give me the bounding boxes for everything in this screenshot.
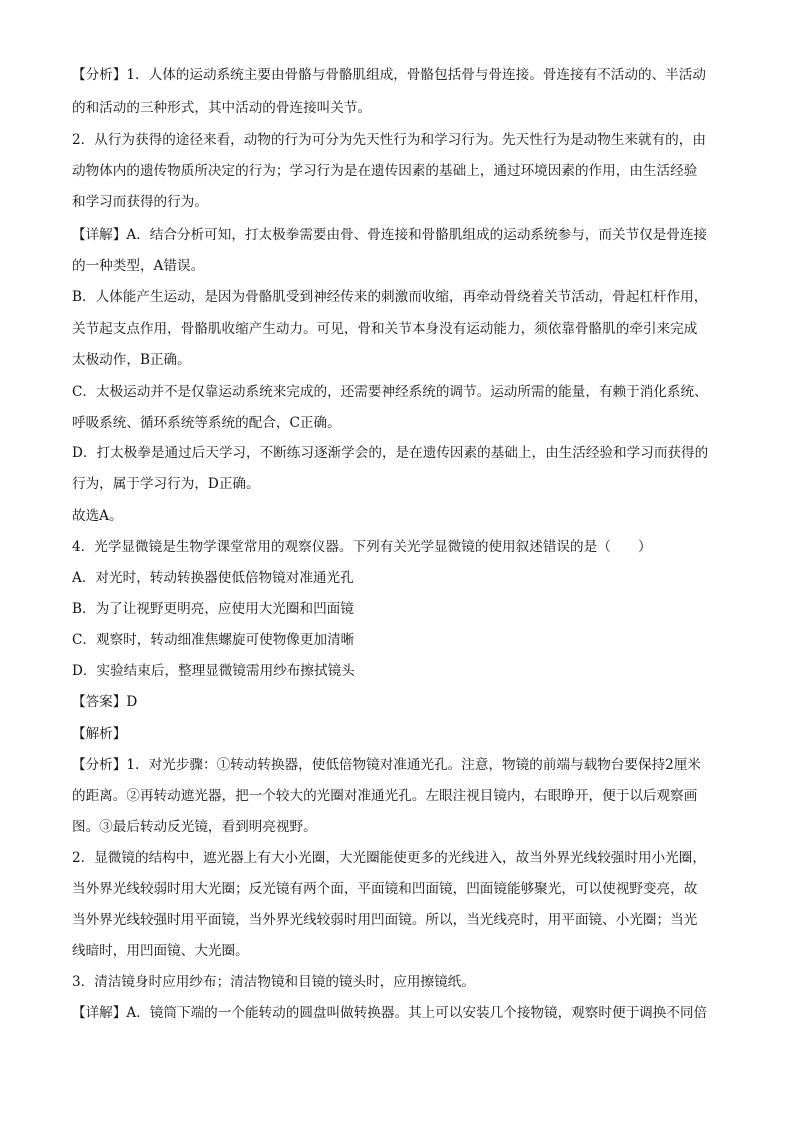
text-line: 【详解】A．镜筒下端的一个能转动的圆盘叫做转换器。其上可以安装几个接物镜，观察时便于调换不同倍 — [72, 1005, 708, 1021]
text-line: C．太极运动并不是仅靠运动系统来完成的，还需要神经系统的调节。运动所需的能量，有赖于消化系统、 — [72, 384, 708, 400]
text-line: 当外界光线较弱时用大光圈；反光镜有两个面，平面镜和凹面镜，凹面镜能够聚光，可以使视野变亮，故 — [72, 881, 698, 897]
option-d: D．实验结束后，整理显微镜需用纱布擦拭镜头 — [72, 663, 355, 679]
text-line: 的距离。②再转动遮光器，把一个较大的光圈对准通光孔。左眼注视目镜内，右眼睁开，便于以后观察画 — [72, 788, 698, 804]
analysis-heading: 【解析】 — [72, 726, 127, 742]
answer-line: 【答案】D — [72, 694, 138, 710]
text-line: 太极动作，B正确。 — [72, 352, 191, 368]
text-line: 当外界光线较强时用平面镜，当外界光线较弱时用凹面镜。所以，当光线亮时，用平面镜、小光圈；当光 — [72, 912, 698, 928]
text-line: 【详解】A．结合分析可知，打太极拳需要由骨、骨连接和骨骼肌组成的运动系统参与，而关节仅是骨连接 — [72, 227, 708, 243]
text-line: 动物体内的遗传物质所决定的行为；学习行为是在遗传因素的基础上，通过环境因素的作用，由生活经验 — [72, 163, 698, 179]
option-a: A．对光时，转动转换器使低倍物镜对准通光孔 — [72, 570, 354, 586]
text-line: 【分析】1．人体的运动系统主要由骨骼与骨骼肌组成，骨骼包括骨与骨连接。骨连接有不活动的、半活动 — [72, 67, 706, 83]
text-line: 线暗时，用凹面镜、大光圈。 — [72, 943, 249, 959]
text-line: 2．显微镜的结构中，遮光器上有大小光圈，大光圈能使更多的光线进入，故当外界光线较强时用小光圈， — [72, 850, 706, 866]
text-line: 2．从行为获得的途径来看，动物的行为可分为先天性行为和学习行为。先天性行为是动物生来就有的，由 — [72, 132, 706, 148]
text-line: 【分析】1．对光步骤：①转动转换器，使低倍物镜对准通光孔。注意，物镜的前端与载物台要保持2厘米 — [72, 757, 702, 773]
text-line: 图。③最后转动反光镜，看到明亮视野。 — [72, 819, 317, 835]
text-line: 呼吸系统、循环系统等系统的配合，C正确。 — [72, 415, 341, 431]
text-line: B．人体能产生运动，是因为骨骼肌受到神经传来的刺激而收缩，再牵动骨绕着关节活动，骨起杠杆作用， — [72, 289, 708, 305]
text-line: 3．清洁镜身时应用纱布；清洁物镜和目镜的镜头时，应用擦镜纸。 — [72, 974, 475, 990]
question-stem: 4．光学显微镜是生物学课堂常用的观察仪器。下列有关光学显微镜的使用叙述错误的是（ ） — [72, 539, 652, 555]
text-line: 的一种类型，A错误。 — [72, 258, 205, 274]
text-line: 和学习而获得的行为。 — [72, 194, 208, 210]
text-line: 故选A。 — [72, 508, 123, 524]
text-line: 行为，属于学习行为，D正确。 — [72, 476, 260, 492]
text-line: 的和活动的三种形式，其中活动的骨连接叫关节。 — [72, 100, 372, 116]
option-c: C．观察时，转动细准焦螺旋可使物像更加清晰 — [72, 632, 355, 648]
option-b: B．为了让视野更明亮，应使用大光圈和凹面镜 — [72, 601, 354, 617]
text-line: D．打太极拳是通过后天学习，不断练习逐渐学会的，是在遗传因素的基础上，由生活经验和学习而获得的 — [72, 445, 709, 461]
text-line: 关节起支点作用，骨骼肌收缩产生动力。可见，骨和关节本身没有运动能力，须依靠骨骼肌的牵引来完成 — [72, 321, 698, 337]
